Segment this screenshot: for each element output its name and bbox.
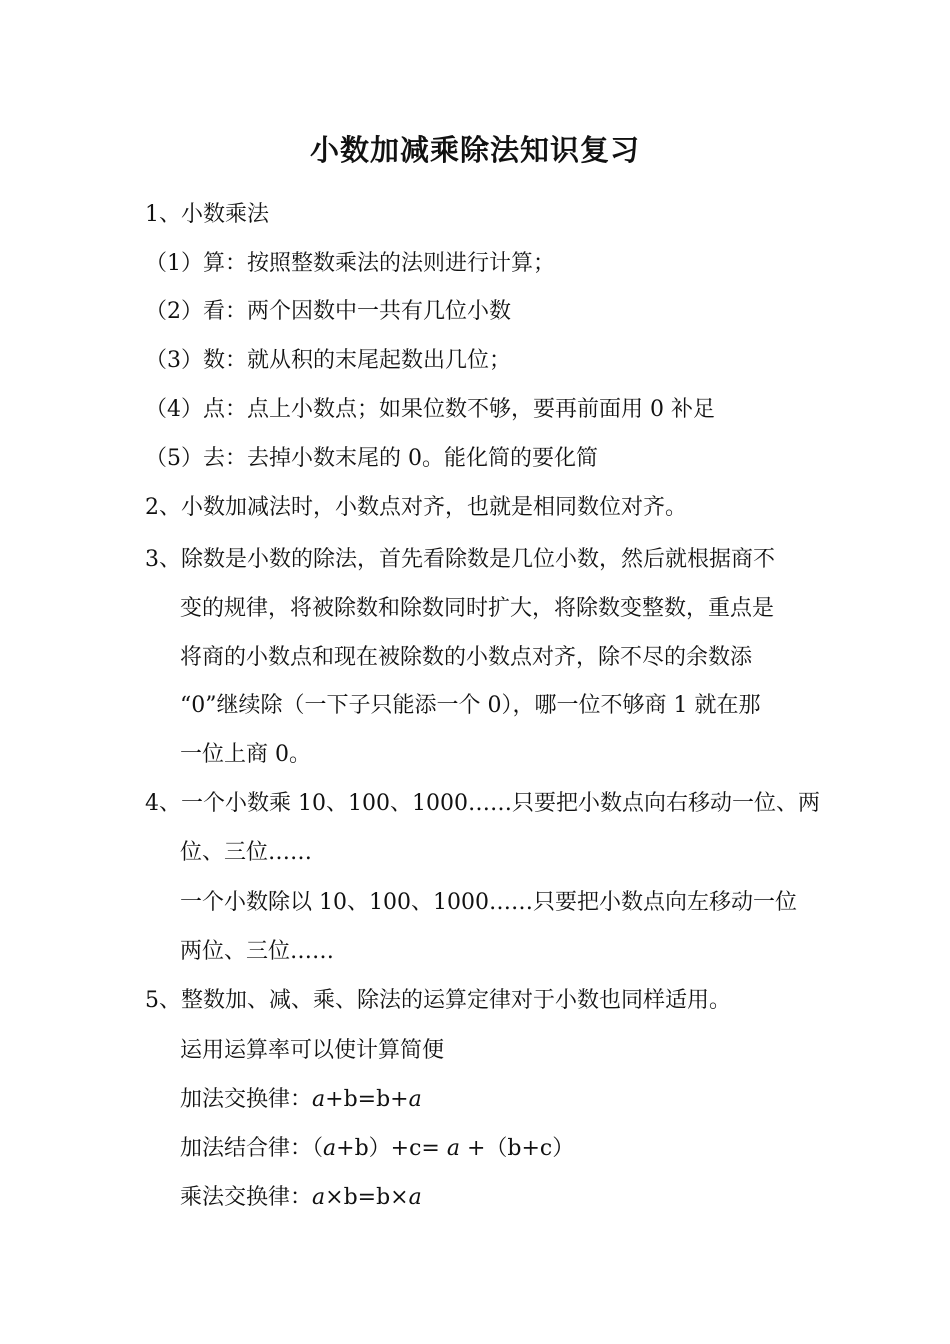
law-expr: +b=b+ — [325, 1087, 409, 1112]
law-var: a — [408, 1087, 422, 1112]
section-5-line-1: 5、整数加、减、乘、除法的运算定律对于小数也同样适用。 — [145, 988, 731, 1013]
law-expr: ×b=b× — [325, 1185, 409, 1210]
law-addition-commutative — [180, 1085, 422, 1115]
law-var: a — [446, 1136, 460, 1161]
law-addition-associative — [180, 1134, 574, 1164]
law-expr: （ — [312, 1136, 324, 1161]
section-3-line-5: 一位上商 0。 — [180, 742, 311, 767]
section-2-line: 2、小数加减法时，小数点对齐，也就是相同数位对齐。 — [145, 495, 687, 520]
section-3-line-3: 将商的小数点和现在被除数的小数点对齐，除不尽的余数添 — [180, 645, 753, 670]
section-3-line-1: 3、除数是小数的除法，首先看除数是几位小数，然后就根据商不 — [145, 547, 775, 572]
law-expr: +（b+c） — [459, 1136, 575, 1161]
section-4-line-3: 一个小数除以 10、100、1000……只要把小数点向左移动一位 — [180, 890, 797, 915]
law-expr: +b）+c= — [336, 1136, 447, 1161]
section-5-line-2: 运用运算率可以使计算简便 — [180, 1038, 445, 1063]
law-multiplication-commutative — [180, 1183, 422, 1213]
law-label: 乘法交换律： — [180, 1185, 313, 1210]
law-var: a — [323, 1136, 337, 1161]
law-label: 加法交换律： — [180, 1087, 313, 1112]
section-3-line-2: 变的规律，将被除数和除数同时扩大，将除数变整数，重点是 — [180, 596, 775, 621]
section-1-heading: 1、小数乘法 — [145, 202, 269, 227]
section-4-line-2: 位、三位…… — [180, 840, 313, 865]
law-label: 加法结合律： — [180, 1136, 313, 1161]
step-5-line: （5）去：去掉小数末尾的 0。能化简的要化简 — [145, 446, 598, 471]
page-title: 小数加减乘除法知识复习 — [309, 133, 640, 167]
section-3-line-4: “0”继续除（一下子只能添一个 0），哪一位不够商 1 就在那 — [180, 693, 761, 718]
step-2-line: （2）看：两个因数中一共有几位小数 — [145, 299, 511, 324]
step-3-line: （3）数：就从积的末尾起数出几位； — [145, 348, 511, 373]
law-var: a — [408, 1185, 422, 1210]
step-4-line: （4）点：点上小数点；如果位数不够，要再前面用 0 补足 — [145, 397, 715, 422]
law-var: a — [312, 1185, 326, 1210]
section-4-line-1: 4、一个小数乘 10、100、1000……只要把小数点向右移动一位、两 — [145, 791, 820, 816]
section-4-line-4: 两位、三位…… — [180, 939, 335, 964]
step-1-line: （1）算：按照整数乘法的法则进行计算； — [145, 251, 555, 276]
law-var: a — [312, 1087, 326, 1112]
